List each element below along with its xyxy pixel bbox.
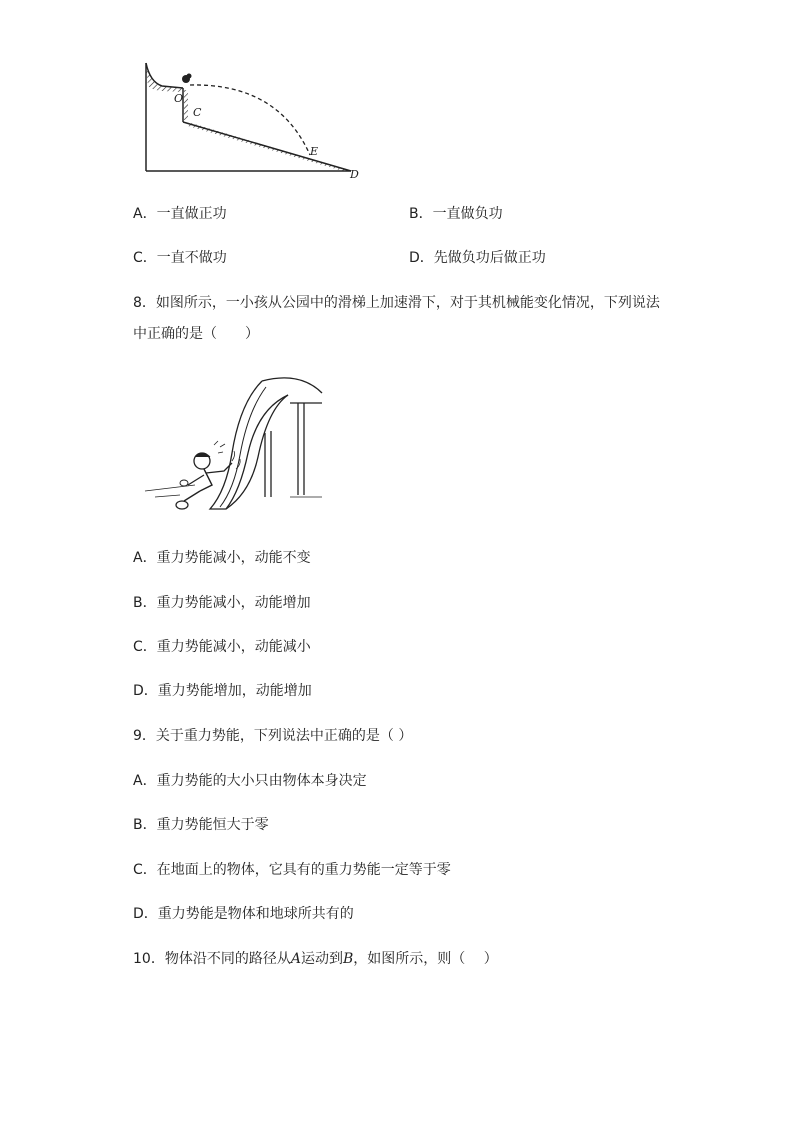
q8-option-b xyxy=(133,593,311,613)
option-text: 一直做负功 xyxy=(432,206,503,222)
q8-option-a xyxy=(133,548,311,568)
slide-top-rail xyxy=(262,378,322,393)
q9-option-d xyxy=(133,904,354,924)
option-key: C． xyxy=(133,639,157,655)
option-text: 在地面上的物体，它具有的重力势能一定等于零 xyxy=(156,862,451,878)
label-o: O xyxy=(174,92,184,105)
label-c: C xyxy=(193,106,202,119)
label-d: D xyxy=(350,168,359,181)
q9-option-b xyxy=(133,815,269,835)
slide-chute-outer xyxy=(210,381,288,509)
child-shoe xyxy=(176,501,188,509)
option-key: A． xyxy=(133,773,157,789)
option-text: 重力势能恒大于零 xyxy=(156,817,269,833)
q10-middle: 运动到 xyxy=(300,951,343,967)
q8-stem-line2: 中正确的是（ ） xyxy=(133,326,259,342)
q10-point-b: B xyxy=(342,951,354,967)
q7-option-a xyxy=(133,204,227,224)
q10-suffix: ，如图所示，则（ ） xyxy=(353,951,498,967)
option-text: 先做负功后做正功 xyxy=(433,250,546,266)
option-text: 重力势能减小，动能增加 xyxy=(156,595,311,611)
q7-option-c xyxy=(133,248,227,268)
q9-option-a xyxy=(133,771,367,791)
option-text: 一直做正功 xyxy=(156,206,227,222)
option-text: 重力势能的大小只由物体本身决定 xyxy=(156,773,367,789)
q8-stem-line1: 8．如图所示，一小孩从公园中的滑梯上加速滑下，对于其机械能变化情况，下列说法 xyxy=(133,295,660,311)
option-key: B． xyxy=(133,817,157,833)
option-text: 重力势能是物体和地球所共有的 xyxy=(157,906,354,922)
q7-option-b xyxy=(409,204,503,224)
option-key: C． xyxy=(133,250,157,266)
slide-side-rail xyxy=(226,395,288,509)
option-key: C． xyxy=(133,862,157,878)
option-key: A． xyxy=(133,206,157,222)
option-key: D． xyxy=(133,906,158,922)
q10-stem xyxy=(133,949,498,969)
slide-child-figure xyxy=(140,373,325,519)
q10-point-a: A xyxy=(290,951,301,967)
q8-option-d xyxy=(133,681,312,701)
trajectory-dashed xyxy=(190,85,310,155)
label-e: E xyxy=(310,145,319,158)
option-key: B． xyxy=(133,595,157,611)
slide-chute-inner xyxy=(220,387,266,507)
option-key: D． xyxy=(133,683,158,699)
q10-prefix: 10．物体沿不同的路径从 xyxy=(133,951,291,967)
q7-option-d xyxy=(409,248,546,268)
option-text: 一直不做功 xyxy=(156,250,227,266)
option-text: 重力势能增加，动能增加 xyxy=(157,683,312,699)
option-key: A． xyxy=(133,550,157,566)
option-key: D． xyxy=(409,250,434,266)
q9-stem: 9．关于重力势能，下列说法中正确的是（ ） xyxy=(133,728,413,744)
q9-option-c xyxy=(133,860,451,880)
option-text: 重力势能减小，动能不变 xyxy=(156,550,311,566)
incline-trajectory-figure xyxy=(138,58,368,184)
q8-option-c xyxy=(133,637,311,657)
option-key: B． xyxy=(409,206,433,222)
option-text: 重力势能减小，动能减小 xyxy=(156,639,311,655)
